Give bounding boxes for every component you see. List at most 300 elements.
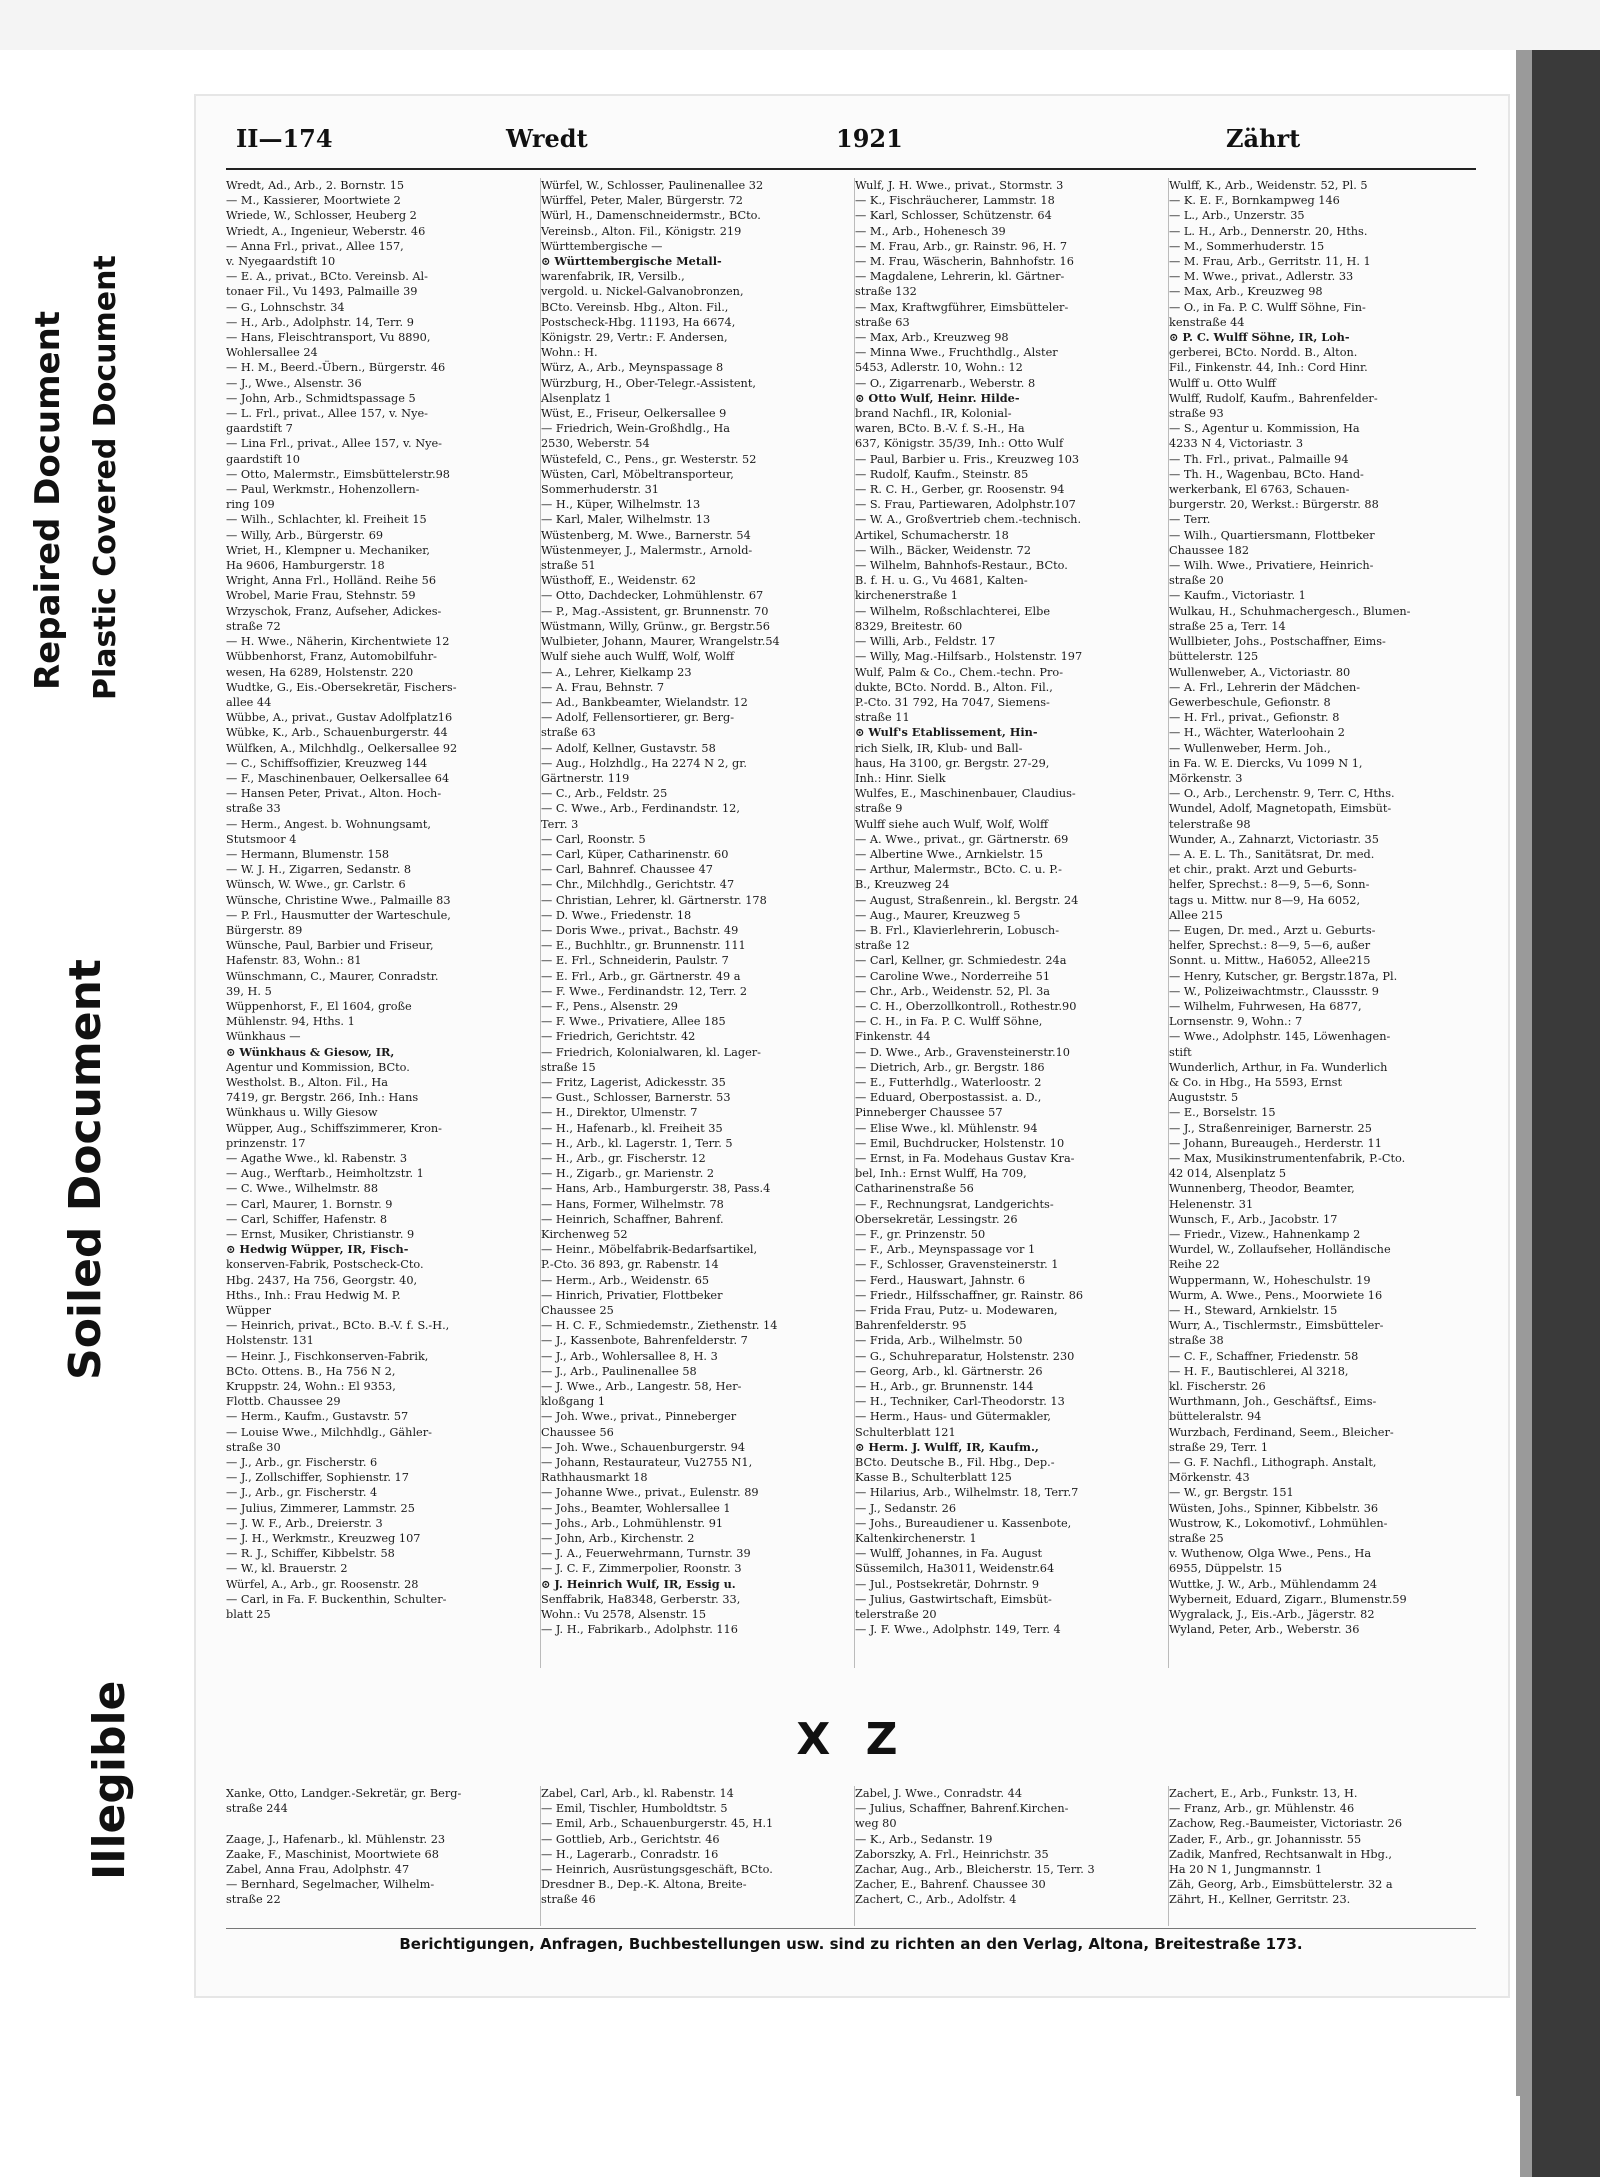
directory-entry: Holstenstr. 131 [226, 1334, 314, 1348]
directory-entry: — L., Arb., Unzerstr. 35 [1169, 209, 1305, 223]
directory-entry: — Herm., Kaufm., Gustavstr. 57 [226, 1410, 409, 1424]
xz-column-1 [226, 1786, 532, 1926]
directory-entry: Kasse B., Schulterblatt 125 [855, 1471, 1012, 1485]
directory-entry: Ha 9606, Hamburgerstr. 18 [226, 559, 385, 573]
directory-entry: Wüst, E., Friseur, Oelkersallee 9 [541, 407, 727, 421]
directory-entry: Allee 215 [1169, 908, 1223, 922]
directory-entry: Zaborszky, A. Frl., Heinrichstr. 35 [855, 1847, 1049, 1861]
directory-entry: — Adolf, Kellner, Gustavstr. 58 [541, 741, 716, 755]
directory-entry: Wriedt, A., Ingenieur, Weberstr. 46 [226, 224, 426, 238]
directory-entry: — Gust., Schlosser, Barnerstr. 53 [541, 1091, 731, 1105]
directory-entry: — W. J. H., Zigarren, Sedanstr. 8 [226, 863, 412, 877]
directory-entry: — Aug., Maurer, Kreuzweg 5 [855, 908, 1021, 922]
directory-entry: Süssemilch, Ha3011, Weidenstr.64 [855, 1562, 1055, 1576]
directory-entry: Würz, A., Arb., Meynspassage 8 [541, 361, 724, 375]
directory-entry: — Wullenweber, Herm. Joh., [1169, 741, 1331, 755]
directory-entry: — Anna Frl., privat., Allee 157, [226, 239, 404, 253]
directory-entry: — Rudolf, Kaufm., Steinstr. 85 [855, 467, 1029, 481]
directory-entry: — F., Rechnungsrat, Landgerichts- [855, 1197, 1054, 1211]
directory-entry: Catharinenstraße 56 [855, 1182, 974, 1196]
directory-entry: — J. H., Werkmstr., Kreuzweg 107 [226, 1532, 421, 1546]
directory-entry: Wübke, K., Arb., Schauenburgerstr. 44 [226, 726, 448, 740]
directory-entry: straße 30 [226, 1440, 281, 1454]
directory-entry: Wüsten, Johs., Spinner, Kibbelstr. 36 [1169, 1501, 1379, 1515]
directory-entry: — Hilarius, Arb., Wilhelmstr. 18, Terr.7 [855, 1486, 1079, 1500]
directory-entry: straße 11 [855, 711, 910, 725]
directory-entry: telerstraße 20 [855, 1608, 937, 1622]
directory-entry: straße 22 [226, 1893, 281, 1907]
directory-entry: — Caroline Wwe., Norderreihe 51 [855, 969, 1051, 983]
directory-entry: — J., Kassenbote, Bahrenfelderstr. 7 [541, 1334, 748, 1348]
directory-entry: — M., Arb., Hohenesch 39 [855, 224, 1006, 238]
scan-top-margin [0, 0, 1600, 50]
directory-entry: Wurzbach, Ferdinand, Seem., Bleicher- [1169, 1425, 1394, 1439]
directory-entry: — Eduard, Oberpostassist. a. D., [855, 1091, 1042, 1105]
directory-entry: Wüstenmeyer, J., Malermstr., Arnold- [541, 543, 753, 557]
directory-entry: — F., Schlosser, Gravensteinerstr. 1 [855, 1258, 1059, 1272]
directory-entry: — Wilh., Schlachter, kl. Freiheit 15 [226, 513, 427, 527]
directory-entry: — M. Frau, Arb., Gerritstr. 11, H. 1 [1169, 255, 1371, 269]
directory-entry: — M. Frau, Wäscherin, Bahnhofstr. 16 [855, 255, 1074, 269]
directory-entry [226, 1816, 532, 1831]
directory-entry: — H. C. F., Schmiedemstr., Ziethenstr. 14 [541, 1319, 778, 1333]
directory-entry: Zadik, Manfred, Rechtsanwalt in Hbg., [1169, 1847, 1392, 1861]
directory-entry: — Hansen Peter, Privat., Alton. Hoch- [226, 787, 442, 801]
directory-entry: — Fritz, Lagerist, Adickesstr. 35 [541, 1075, 726, 1089]
directory-entry: — F. Wwe., Privatiere, Allee 185 [541, 1015, 726, 1029]
directory-entry: — Emil, Buchdrucker, Holstenstr. 10 [855, 1136, 1065, 1150]
directory-entry: — Heinr., Möbelfabrik-Bedarfsartikel, [541, 1243, 758, 1257]
directory-entry: — C. Wwe., Arb., Ferdinandstr. 12, [541, 802, 740, 816]
directory-entry: — Dietrich, Arb., gr. Bergstr. 186 [855, 1060, 1045, 1074]
directory-entry: warenfabrik, IR, Versilb., [541, 270, 685, 284]
directory-entry: gaardstift 10 [226, 452, 300, 466]
directory-entry: — J. W. F., Arb., Dreierstr. 3 [226, 1516, 383, 1530]
directory-entry: Auguststr. 5 [1169, 1091, 1239, 1105]
directory-entry: — H. Frl., privat., Gefionstr. 8 [1169, 711, 1340, 725]
directory-entry: — Hinrich, Privatier, Flottbeker [541, 1288, 723, 1302]
section-heading: X Z [796, 1714, 908, 1765]
page-number: II—174 [236, 124, 333, 153]
directory-entry: — O., in Fa. P. C. Wulff Söhne, Fin- [1169, 300, 1366, 314]
directory-entry: — H., Steward, Arnkielstr. 15 [1169, 1304, 1338, 1318]
directory-entry: — R. C. H., Gerber, gr. Roosenstr. 94 [855, 483, 1065, 497]
directory-entry: Wohn.: Vu 2578, Alsenstr. 15 [541, 1608, 707, 1622]
directory-entry: Wyland, Peter, Arb., Weberstr. 36 [1169, 1623, 1360, 1637]
directory-entry: Wriet, H., Klempner u. Mechaniker, [226, 543, 430, 557]
directory-entry: — A. E. L. Th., Sanitätsrat, Dr. med. [1169, 847, 1375, 861]
directory-entry: Zachow, Reg.-Baumeister, Victoriastr. 26 [1169, 1817, 1403, 1831]
directory-entry: ⊙ Württembergische Metall- [541, 254, 722, 269]
directory-entry: Wrobel, Marie Frau, Stehnstr. 59 [226, 589, 416, 603]
directory-entry: Mörkenstr. 43 [1169, 1471, 1250, 1485]
directory-entry: — Johann, Bureaugeh., Herderstr. 11 [1169, 1136, 1382, 1150]
directory-entry: Wriede, W., Schlosser, Heuberg 2 [226, 209, 417, 223]
directory-entry: — Gottlieb, Arb., Gerichtstr. 46 [541, 1832, 720, 1846]
directory-entry: — J. Wwe., Arb., Langestr. 58, Her- [541, 1380, 742, 1394]
directory-entry: — Willy, Mag.-Hilfsarb., Holstenstr. 197 [855, 650, 1083, 664]
directory-entry: — M., Kassierer, Moortwiete 2 [226, 194, 401, 208]
directory-entry: Hbg. 2437, Ha 756, Georgstr. 40, [226, 1273, 418, 1287]
directory-entry: — H., Wächter, Waterloohain 2 [1169, 726, 1345, 740]
directory-entry: — H., Küper, Wilhelmstr. 13 [541, 498, 701, 512]
directory-entry: — H., Arb., Adolphstr. 14, Terr. 9 [226, 315, 414, 329]
directory-entry: Mörkenstr. 3 [1169, 771, 1243, 785]
directory-entry: — H. M., Beerd.-Übern., Bürgerstr. 46 [226, 361, 446, 375]
directory-entry: helfer, Sprechst.: 8—9, 5—6, außer [1169, 939, 1371, 953]
directory-entry: B. f. H. u. G., Vu 4681, Kalten- [855, 574, 1028, 588]
directory-entry: — C. H., in Fa. P. C. Wulff Söhne, [855, 1015, 1043, 1029]
directory-entry: 6955, Düppelstr. 15 [1169, 1562, 1283, 1576]
xz-column-2 [540, 1786, 847, 1926]
directory-entry: Wurthmann, Joh., Geschäftsf., Eims- [1169, 1395, 1377, 1409]
directory-entry: — Herm., Haus- und Gütermakler, [855, 1410, 1052, 1424]
directory-entry: 7419, gr. Bergstr. 266, Inh.: Hans [226, 1091, 419, 1105]
directory-entry: — Hans, Former, Wilhelmstr. 78 [541, 1197, 724, 1211]
directory-entry: — Arthur, Malermstr., BCto. C. u. P.- [855, 863, 1062, 877]
directory-entry: Würzburg, H., Ober-Telegr.-Assistent, [541, 376, 756, 390]
directory-entry: — Hans, Arb., Hamburgerstr. 38, Pass.4 [541, 1182, 771, 1196]
directory-entry: — Louise Wwe., Milchhdlg., Gähler- [226, 1425, 432, 1439]
directory-entry: Sonnt. u. Mittw., Ha6052, Allee215 [1169, 954, 1371, 968]
directory-entry: — J., Zollschiffer, Sophienstr. 17 [226, 1471, 409, 1485]
directory-entry: straße 132 [855, 285, 917, 299]
directory-entry: Wünkhaus u. Willy Giesow [226, 1106, 378, 1120]
directory-entry: Wustrow, K., Lokomotivf., Lohmühlen- [1169, 1516, 1388, 1530]
directory-entry: waren, BCto. B.-V. f. S.-H., Ha [855, 422, 1025, 436]
directory-entry: — C., Schiffsoffizier, Kreuzweg 144 [226, 756, 428, 770]
directory-entry: vergold. u. Nickel-Galvanobronzen, [541, 285, 744, 299]
header-first-name: Wredt [506, 124, 588, 153]
directory-entry: — Johanne Wwe., privat., Eulenstr. 89 [541, 1486, 759, 1500]
directory-entry: Wülfken, A., Milchhdlg., Oelkersallee 92 [226, 741, 458, 755]
directory-entry: Alsenplatz 1 [541, 391, 612, 405]
directory-entry: 8329, Breitestr. 60 [855, 619, 963, 633]
directory-entry: — Otto, Malermstr., Eimsbüttelerstr.98 [226, 467, 450, 481]
directory-entry: — Th. Frl., privat., Palmaille 94 [1169, 452, 1349, 466]
directory-entry: haus, Ha 3100, gr. Bergstr. 27-29, [855, 756, 1050, 770]
directory-entry: — E. Frl., Arb., gr. Gärtnerstr. 49 a [541, 969, 741, 983]
directory-entry: — Johs., Bureaudiener u. Kassenbote, [855, 1516, 1072, 1530]
directory-entry: konserven-Fabrik, Postscheck-Cto. [226, 1258, 424, 1272]
directory-entry: helfer, Sprechst.: 8—9, 5—6, Sonn- [1169, 878, 1370, 892]
directory-entry: — L. H., Arb., Dennerstr. 20, Hths. [1169, 224, 1368, 238]
directory-entry: — E., Futterhdlg., Waterloostr. 2 [855, 1075, 1042, 1089]
directory-entry: — Franz, Arb., gr. Mühlenstr. 46 [1169, 1802, 1355, 1816]
directory-entry: Chaussee 25 [541, 1304, 614, 1318]
directory-entry: — Hermann, Blumenstr. 158 [226, 847, 390, 861]
directory-entry: — Paul, Barbier u. Fris., Kreuzweg 103 [855, 452, 1080, 466]
directory-entry: bel, Inh.: Ernst Wulff, Ha 709, [855, 1167, 1027, 1181]
directory-entry: straße 46 [541, 1893, 596, 1907]
directory-entry: Wulff u. Otto Wulff [1169, 376, 1276, 390]
directory-entry: — G., Lohnschstr. 34 [226, 300, 345, 314]
directory-entry: straße 29, Terr. 1 [1169, 1440, 1269, 1454]
directory-entry: — Heinrich, privat., BCto. B.-V. f. S.-H., [226, 1319, 450, 1333]
directory-entry: — Friedrich, Kolonialwaren, kl. Lager- [541, 1045, 762, 1059]
directory-entry: Wygralack, J., Eis.-Arb., Jägerstr. 82 [1169, 1608, 1375, 1622]
directory-entry: Chaussee 182 [1169, 543, 1250, 557]
directory-entry: Zachert, C., Arb., Adolfstr. 4 [855, 1893, 1017, 1907]
directory-entry: ⊙ J. Heinrich Wulf, IR, Essig u. [541, 1576, 736, 1591]
directory-entry: Wuppermann, W., Hoheschulstr. 19 [1169, 1273, 1371, 1287]
directory-entry: Mühlenstr. 94, Hths. 1 [226, 1015, 355, 1029]
directory-entry: Würffel, Peter, Maler, Bürgerstr. 72 [541, 194, 743, 208]
directory-entry: tags u. Mittw. nur 8—9, Ha 6052, [1169, 893, 1361, 907]
directory-entry: — H., Direktor, Ulmenstr. 7 [541, 1106, 698, 1120]
directory-entry: Stutsmoor 4 [226, 832, 297, 846]
directory-entry: Württembergische — [541, 239, 663, 253]
directory-entry: — Wilhelm, Fuhrwesen, Ha 6877, [1169, 999, 1362, 1013]
directory-entry: — A., Lehrer, Kielkamp 23 [541, 665, 692, 679]
directory-entry: — S., Agentur u. Kommission, Ha [1169, 422, 1360, 436]
directory-entry: weg 80 [855, 1817, 897, 1831]
directory-entry: Hafenstr. 83, Wohn.: 81 [226, 954, 362, 968]
directory-entry: — H., Hafenarb., kl. Freiheit 35 [541, 1121, 723, 1135]
directory-entry: — J. H., Fabrikarb., Adolphstr. 116 [541, 1623, 738, 1637]
directory-entry: Wüstmann, Willy, Grünw., gr. Bergstr.56 [541, 619, 770, 633]
directory-entry: — Carl, in Fa. F. Buckenthin, Schulter- [226, 1592, 447, 1606]
directory-page [196, 96, 1508, 1996]
directory-entry: — Elise Wwe., kl. Mühlenstr. 94 [855, 1121, 1038, 1135]
directory-entry: Wudtke, G., Eis.-Obersekretär, Fischers- [226, 680, 457, 694]
directory-entry: — Willi, Arb., Feldstr. 17 [855, 635, 996, 649]
directory-entry: — Wulff, Johannes, in Fa. August [855, 1547, 1043, 1561]
directory-entry: Wüstenberg, M. Wwe., Barnerstr. 54 [541, 528, 751, 542]
xz-column-3 [854, 1786, 1161, 1926]
directory-entry: straße 38 [1169, 1334, 1224, 1348]
directory-entry: — Th. H., Wagenbau, BCto. Hand- [1169, 467, 1364, 481]
directory-entry: Wulf, Palm & Co., Chem.-techn. Pro- [855, 665, 1064, 679]
directory-entry: Wurdel, W., Zollaufseher, Holländische [1169, 1243, 1391, 1257]
directory-entry: Wulfes, E., Maschinenbauer, Claudius- [855, 787, 1076, 801]
directory-entry: blatt 25 [226, 1608, 271, 1622]
directory-entry: — Henry, Kutscher, gr. Bergstr.187a, Pl. [1169, 969, 1398, 983]
directory-entry: — D. Wwe., Friedenstr. 18 [541, 908, 692, 922]
directory-entry: B., Kreuzweg 24 [855, 878, 950, 892]
page-header [226, 124, 1476, 158]
directory-entry: — P. Frl., Hausmutter der Warteschule, [226, 908, 451, 922]
directory-entry: Zaage, J., Hafenarb., kl. Mühlenstr. 23 [226, 1832, 446, 1846]
directory-entry: Würfel, W., Schlosser, Paulinenallee 32 [541, 179, 764, 192]
directory-entry: — P., Mag.-Assistent, gr. Brunnenstr. 70 [541, 604, 769, 618]
directory-entry: — E. Frl., Schneiderin, Paulstr. 7 [541, 954, 729, 968]
directory-entry: — Frida, Arb., Wilhelmstr. 50 [855, 1334, 1023, 1348]
directory-entry: Wurr, A., Tischlermstr., Eimsbütteler- [1169, 1319, 1384, 1333]
directory-entry: — Max, Arb., Kreuzweg 98 [855, 331, 1009, 345]
directory-entry: straße 33 [226, 802, 281, 816]
directory-entry: — Wilh. Wwe., Privatiere, Heinrich- [1169, 559, 1374, 573]
directory-entry: Wulkau, H., Schuhmachergesch., Blumen- [1169, 604, 1411, 618]
directory-entry: — Wilh., Bäcker, Weidenstr. 72 [855, 543, 1032, 557]
directory-entry: — Georg, Arb., kl. Gärtnerstr. 26 [855, 1364, 1043, 1378]
directory-entry: — R. J., Schiffer, Kibbelstr. 58 [226, 1547, 395, 1561]
directory-entry: — Carl, Maurer, 1. Bornstr. 9 [226, 1197, 393, 1211]
directory-entry: Zaake, F., Maschinist, Moortwiete 68 [226, 1847, 439, 1861]
directory-entry: — E. A., privat., BCto. Vereinsb. Al- [226, 270, 428, 284]
directory-entry: Westholst. B., Alton. Fil., Ha [226, 1075, 388, 1089]
directory-entry: Hths., Inh.: Frau Hedwig M. P. [226, 1288, 401, 1302]
directory-entry: — S. Frau, Partiewaren, Adolphstr.107 [855, 498, 1076, 512]
directory-entry: — F., Arb., Meynspassage vor 1 [855, 1243, 1036, 1257]
directory-entry: — Lina Frl., privat., Allee 157, v. Nye- [226, 437, 442, 451]
directory-entry: Wundel, Adolf, Magnetopath, Eimsbüt- [1169, 802, 1392, 816]
directory-entry: — Doris Wwe., privat., Bachstr. 49 [541, 923, 739, 937]
directory-entry: — J. C. F., Zimmerpolier, Roonstr. 3 [541, 1562, 742, 1576]
directory-entry: Zachert, E., Arb., Funkstr. 13, H. [1169, 1787, 1358, 1800]
directory-entry: — Friedrich, Gerichtstr. 42 [541, 1030, 696, 1044]
directory-entry: Zachar, Aug., Arb., Bleicherstr. 15, Terr. 3 [855, 1863, 1095, 1877]
directory-entry: Wünkhaus — [226, 1030, 301, 1044]
directory-entry: BCto. Deutsche B., Fil. Hbg., Dep.- [855, 1456, 1055, 1470]
directory-entry: — C. H., Oberzollkontroll., Rothestr.90 [855, 999, 1077, 1013]
directory-entry: — J. F. Wwe., Adolphstr. 149, Terr. 4 [855, 1623, 1061, 1637]
directory-entry: — O., Arb., Lerchenstr. 9, Terr. C, Hths. [1169, 787, 1395, 801]
directory-entry: ring 109 [226, 498, 275, 512]
directory-entry: — Christian, Lehrer, kl. Gärtnerstr. 178 [541, 893, 767, 907]
directory-entry: — Wilh., Quartiersmann, Flottbeker [1169, 528, 1375, 542]
directory-entry: Kruppstr. 24, Wohn.: El 9353, [226, 1380, 396, 1394]
directory-entry: — C. F., Schaffner, Friedenstr. 58 [1169, 1349, 1359, 1363]
directory-entry: — Wilhelm, Bahnhofs-Restaur., BCto. [855, 559, 1068, 573]
directory-entry: — Max, Musikinstrumentenfabrik, P.-Cto. [1169, 1152, 1406, 1165]
directory-entry: bütteleralstr. 94 [1169, 1410, 1262, 1424]
directory-entry: — Carl, Küper, Catharinenstr. 60 [541, 847, 729, 861]
directory-entry: Wünsche, Paul, Barbier und Friseur, [226, 939, 434, 953]
directory-entry: Wredt, Ad., Arb., 2. Bornstr. 15 [226, 179, 405, 192]
directory-entry: Helenenstr. 31 [1169, 1197, 1254, 1211]
directory-entry: — H., Zigarb., gr. Marienstr. 2 [541, 1167, 715, 1181]
directory-entry: — A. Wwe., privat., gr. Gärtnerstr. 69 [855, 832, 1069, 846]
directory-entry: — Ernst, Musiker, Christianstr. 9 [226, 1228, 415, 1242]
directory-entry: Dresdner B., Dep.-K. Altona, Breite- [541, 1878, 747, 1892]
header-year: 1921 [836, 124, 903, 153]
directory-entry: — Ad., Bankbeamter, Wielandstr. 12 [541, 695, 748, 709]
directory-entry: BCto. Ottens. B., Ha 756 N 2, [226, 1364, 396, 1378]
directory-entry: kloßgang 1 [541, 1395, 606, 1409]
directory-entry: — Johs., Beamter, Wohlersallee 1 [541, 1501, 731, 1515]
directory-entry: Wüpper, Aug., Schiffszimmerer, Kron- [226, 1121, 442, 1135]
directory-entry: — Heinrich, Ausrüstungsgeschäft, BCto. [541, 1863, 773, 1877]
directory-entry: — J., Arb., Paulinenallee 58 [541, 1364, 697, 1378]
directory-entry: — Wwe., Adolphstr. 145, Löwenhagen- [1169, 1030, 1391, 1044]
directory-entry: Wulff siehe auch Wulf, Wolf, Wolff [855, 817, 1049, 831]
column-4 [1168, 178, 1475, 1668]
directory-entry: Chaussee 56 [541, 1425, 614, 1439]
directory-entry: Königstr. 29, Vertr.: F. Andersen, [541, 331, 728, 345]
directory-entry: — H., Arb., gr. Fischerstr. 12 [541, 1152, 706, 1165]
directory-entry: — Friedrich, Wein-Großhdlg., Ha [541, 422, 731, 436]
directory-entry: — Emil, Tischler, Humboldtstr. 5 [541, 1802, 728, 1816]
directory-entry: burgerstr. 20, Werkst.: Bürgerstr. 88 [1169, 498, 1379, 512]
directory-entry: ⊙ Wünkhaus & Giesow, IR, [226, 1044, 395, 1059]
directory-entry: 5453, Adlerstr. 10, Wohn.: 12 [855, 361, 1023, 375]
xz-column-4 [1168, 1786, 1475, 1926]
directory-entry: & Co. in Hbg., Ha 5593, Ernst [1169, 1075, 1343, 1089]
directory-entry: — M. Frau, Arb., gr. Rainstr. 96, H. 7 [855, 239, 1068, 253]
directory-entry: — F. Wwe., Ferdinandstr. 12, Terr. 2 [541, 984, 748, 998]
directory-entry: — Friedr., Hilfsschaffner, gr. Rainstr. 86 [855, 1288, 1084, 1302]
directory-entry: — Heinrich, Schaffner, Bahrenf. [541, 1212, 724, 1226]
scan-bottom-margin [0, 2096, 1520, 2177]
directory-entry: 42 014, Alsenplatz 5 [1169, 1167, 1287, 1181]
directory-entry: 637, Königstr. 35/39, Inh.: Otto Wulf [855, 437, 1064, 451]
directory-entry: — Carl, Bahnref. Chaussee 47 [541, 863, 713, 877]
directory-entry: Wübbenhorst, Franz, Automobilfuhr- [226, 650, 437, 664]
directory-entry: Wünsch, W. Wwe., gr. Carlstr. 6 [226, 878, 406, 892]
directory-entry: Kirchenweg 52 [541, 1228, 628, 1242]
directory-entry: Zabel, Carl, Arb., kl. Rabenstr. 14 [541, 1787, 734, 1800]
directory-entry: — A. Frl., Lehrerin der Mädchen- [1169, 680, 1361, 694]
directory-entry: — Julius, Zimmerer, Lammstr. 25 [226, 1501, 415, 1515]
directory-entry: Wübbe, A., privat., Gustav Adolfplatz16 [226, 711, 453, 725]
directory-entry: — Ernst, in Fa. Modehaus Gustav Kra- [855, 1152, 1075, 1165]
directory-entry: Wulff, Rudolf, Kaufm., Bahrenfelder- [1169, 391, 1378, 405]
scan-dark-edge [1532, 50, 1600, 2177]
directory-entry: gaardstift 7 [226, 422, 293, 436]
directory-entry: P.-Cto. 36 893, gr. Rabenstr. 14 [541, 1258, 719, 1272]
label-repaired: Repaired Document [28, 310, 68, 690]
directory-entry: Wullbieter, Johs., Postschaffner, Eims- [1169, 635, 1386, 649]
directory-entry: — H. Wwe., Näherin, Kirchentwiete 12 [226, 635, 450, 649]
directory-entry: — W., gr. Bergstr. 151 [1169, 1486, 1294, 1500]
directory-entry: — Karl, Schlosser, Schützenstr. 64 [855, 209, 1052, 223]
directory-entry: Zäh, Georg, Arb., Eimsbüttelerstr. 32 a [1169, 1878, 1393, 1892]
directory-entry: — F., gr. Prinzenstr. 50 [855, 1228, 986, 1242]
directory-entry: — J., Arb., gr. Fischerstr. 6 [226, 1456, 378, 1470]
directory-entry: straße 93 [1169, 407, 1224, 421]
directory-entry: — Emil, Arb., Schauenburgerstr. 45, H.1 [541, 1817, 774, 1831]
directory-entry: Wünsche, Christine Wwe., Palmaille 83 [226, 893, 451, 907]
directory-entry: straße 51 [541, 559, 596, 573]
directory-entry: — Carl, Roonstr. 5 [541, 832, 646, 846]
directory-entry: — John, Arb., Kirchenstr. 2 [541, 1532, 695, 1546]
publisher-footer: Berichtigungen, Anfragen, Buchbestellungen usw. sind zu richten an den Verlag, Altona, Breitestraße 173. [226, 1928, 1476, 1953]
directory-entry: — Heinr. J., Fischkonserven-Fabrik, [226, 1349, 429, 1363]
directory-entry: — W., Polizeiwachtmstr., Claussstr. 9 [1169, 984, 1379, 998]
directory-entry: — Johs., Arb., Lohmühlenstr. 91 [541, 1516, 724, 1530]
directory-entry: Reihe 22 [1169, 1258, 1220, 1272]
directory-entry: Bahrenfelderstr. 95 [855, 1319, 967, 1333]
directory-entry: Kaltenkirchenerstr. 1 [855, 1532, 977, 1546]
directory-entry: — Julius, Gastwirtschaft, Eimsbüt- [855, 1592, 1052, 1606]
directory-entry: Obersekretär, Lessingstr. 26 [855, 1212, 1018, 1226]
main-columns [226, 178, 1476, 1668]
directory-entry: 2530, Weberstr. 54 [541, 437, 650, 451]
directory-entry: — Ferd., Hauswart, Jahnstr. 6 [855, 1273, 1026, 1287]
directory-entry: — Max, Arb., Kreuzweg 98 [1169, 285, 1323, 299]
directory-entry: straße 63 [855, 315, 910, 329]
directory-entry: Wulff, K., Arb., Weidenstr. 52, Pl. 5 [1169, 179, 1368, 192]
directory-entry: — L. Frl., privat., Allee 157, v. Nye- [226, 407, 428, 421]
directory-entry: — Herm., Arb., Weidenstr. 65 [541, 1273, 710, 1287]
directory-entry: Würfel, A., Arb., gr. Roosenstr. 28 [226, 1577, 419, 1591]
directory-entry: tonaer Fil., Vu 1493, Palmaille 39 [226, 285, 418, 299]
directory-entry: 39, H. 5 [226, 984, 272, 998]
directory-entry: straße 72 [226, 619, 281, 633]
directory-entry: ⊙ Otto Wulf, Heinr. Hilde- [855, 390, 1020, 405]
directory-entry: — C. Wwe., Wilhelmstr. 88 [226, 1182, 379, 1196]
directory-entry: Wright, Anna Frl., Holländ. Reihe 56 [226, 574, 437, 588]
directory-entry: — Terr. [1169, 513, 1211, 527]
directory-entry: Wüppenhorst, F., El 1604, große [226, 999, 412, 1013]
directory-entry: — J., Arb., gr. Fischerstr. 4 [226, 1486, 378, 1500]
directory-entry: Finkenstr. 44 [855, 1030, 931, 1044]
directory-entry: kenstraße 44 [1169, 315, 1245, 329]
directory-entry: Wuttke, J. W., Arb., Mühlendamm 24 [1169, 1577, 1378, 1591]
directory-entry: — E., Buchhltr., gr. Brunnenstr. 111 [541, 939, 746, 953]
directory-entry: — Kaufm., Victoriastr. 1 [1169, 589, 1306, 603]
